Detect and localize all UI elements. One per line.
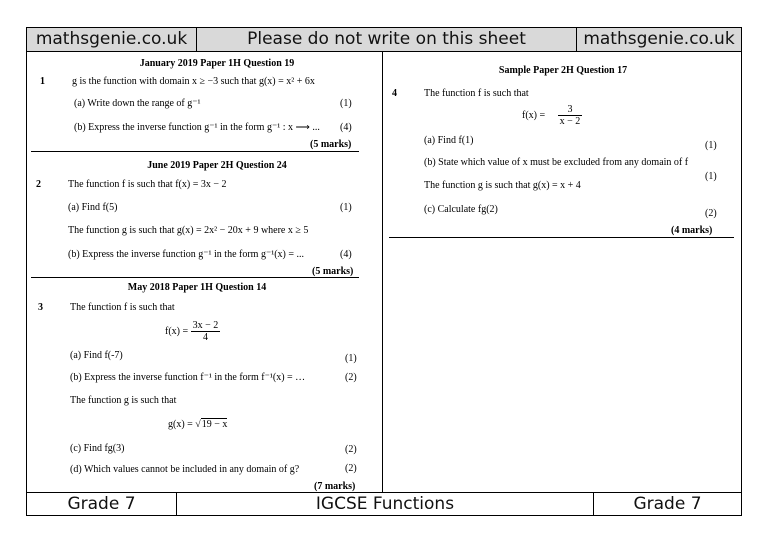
q2-separator (31, 277, 359, 278)
q4-f-fraction (558, 104, 583, 127)
header-right: mathsgenie.co.uk (576, 27, 742, 52)
q3-f-numerator: 3x − 2 (192, 320, 219, 332)
q2-total: (5 marks) (312, 266, 354, 277)
q1-total: (5 marks) (310, 139, 352, 150)
q3-part-a-marks: (1) (345, 353, 357, 364)
q4-f-numerator: 3 (558, 104, 583, 116)
q3-g-radicand: 19 − x (201, 419, 228, 430)
q4-part-b: (b) State which value of x must be excluded from any domain of f (424, 157, 689, 168)
q1-number: 1 (40, 76, 45, 87)
q4-g-definition: The function g is such that g(x) = x + 4 (424, 180, 581, 191)
footer-right: Grade 7 (593, 492, 742, 516)
q2-part-b: (b) Express the inverse function g⁻¹ in the form g⁻¹(x) = ... (68, 249, 305, 260)
q2-title: June 2019 Paper 2H Question 24 (147, 160, 287, 171)
q4-separator (389, 237, 734, 238)
q4-part-a-marks: (1) (705, 140, 717, 151)
q4-part-b-marks: (1) (705, 171, 717, 182)
column-divider (382, 52, 383, 492)
q3-f-denominator: 4 (202, 332, 208, 344)
header-center: Please do not write on this sheet (196, 27, 577, 52)
q2-number: 2 (36, 179, 41, 190)
q4-stem: The function f is such that (424, 88, 529, 99)
q1-separator (31, 151, 359, 152)
q1-part-b: (b) Express the inverse function g⁻¹ in the form g⁻¹ : x ⟶ ... (74, 122, 320, 133)
q3-part-c-marks: (2) (345, 444, 357, 455)
q2-part-a: (a) Find f(5) (68, 202, 118, 213)
q3-number: 3 (38, 302, 43, 313)
q4-title: Sample Paper 2H Question 17 (498, 65, 628, 76)
q4-f-formula (522, 104, 582, 128)
q3-title: May 2018 Paper 1H Question 14 (127, 282, 267, 293)
q3-part-b: (b) Express the inverse function f⁻¹ in the form f⁻¹(x) = … (70, 372, 306, 383)
q3-g-lhs: g(x) = √ (168, 419, 201, 430)
q3-f-formula (165, 320, 220, 344)
footer-center: IGCSE Functions (176, 492, 594, 516)
q1-part-a: (a) Write down the range of g⁻¹ (74, 98, 201, 109)
q3-part-a: (a) Find f(-7) (70, 350, 123, 361)
q1-part-b-marks: (4) (340, 122, 352, 133)
q3-stem: The function f is such that (70, 302, 175, 313)
q3-part-d: (d) Which values cannot be included in any domain of g? (70, 464, 300, 475)
q4-part-c: (c) Calculate fg(2) (424, 204, 498, 215)
q3-f-lhs: f(x) = (165, 326, 189, 337)
header-left: mathsgenie.co.uk (26, 27, 197, 52)
q1-stem: g is the function with domain x ≥ −3 such that g(x) = x² + 6x (72, 76, 315, 87)
q4-f-lhs: f(x) = (522, 110, 546, 121)
q3-g-formula (168, 418, 227, 431)
q1-part-a-marks: (1) (340, 98, 352, 109)
q2-part-a-marks: (1) (340, 202, 352, 213)
q2-g-definition: The function g is such that g(x) = 2x² − 20x + 9 where x ≥ 5 (68, 225, 309, 236)
q1-title: January 2019 Paper 1H Question 19 (139, 58, 295, 69)
footer-left: Grade 7 (26, 492, 177, 516)
q3-part-b-marks: (2) (345, 372, 357, 383)
q4-number: 4 (392, 88, 397, 99)
q2-part-b-marks: (4) (340, 249, 352, 260)
q4-part-a: (a) Find f(1) (424, 135, 474, 146)
q3-part-c: (c) Find fg(3) (70, 443, 125, 454)
q2-stem: The function f is such that f(x) = 3x − 2 (68, 179, 227, 190)
q3-part-d-marks: (2) (345, 463, 357, 474)
q3-g-intro: The function g is such that (70, 395, 177, 406)
q4-part-c-marks: (2) (705, 208, 717, 219)
q3-f-fraction (191, 320, 221, 343)
q3-total: (7 marks) (314, 481, 356, 492)
q4-total: (4 marks) (671, 225, 713, 236)
q4-f-denominator: x − 2 (559, 116, 581, 128)
